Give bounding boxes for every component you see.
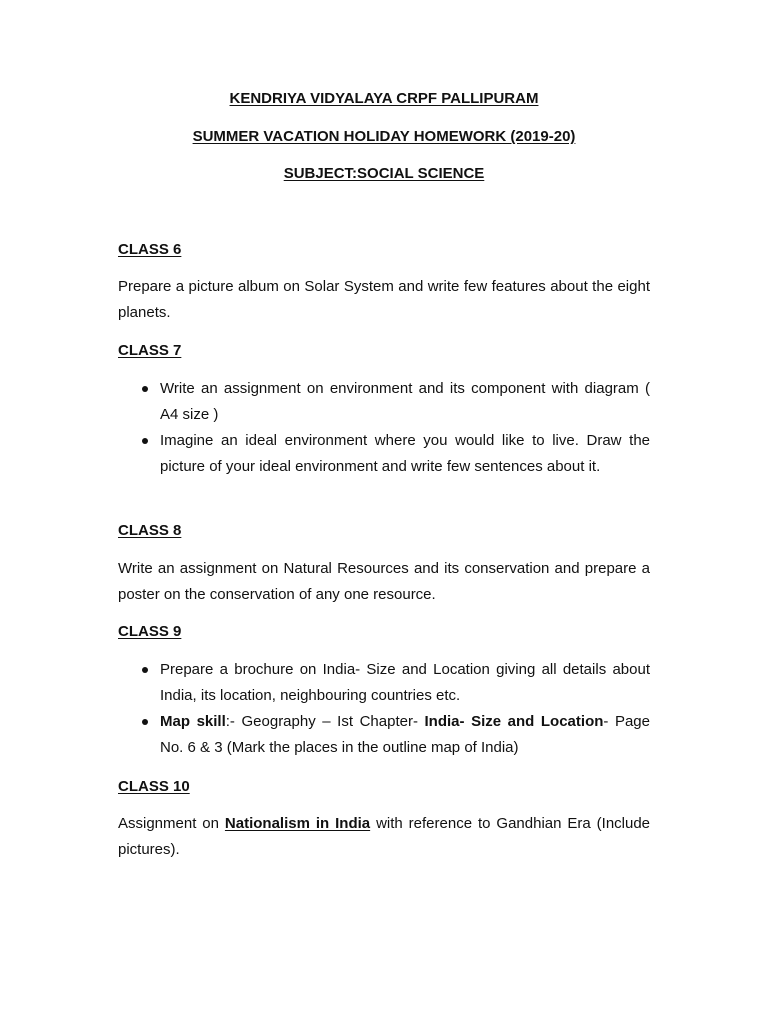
class7-list [118, 376, 650, 480]
class8-text: Write an assignment on Natural Resources and its conservation and prepare a poster on the conservation of any one resource. [118, 560, 650, 603]
class8-heading: CLASS 8 [118, 522, 182, 539]
class10-prefix: Assignment on [118, 815, 225, 832]
class7-heading: CLASS 7 [118, 342, 182, 359]
class6-text: Prepare a picture album on Solar System and write few features about the eight planets. [118, 278, 650, 321]
class9-list [118, 657, 650, 761]
map-skill-chapter: India- Size and Location [424, 713, 604, 730]
map-skill-sep: :- Geography – Ist Chapter- [225, 713, 425, 730]
bullet-icon [142, 386, 148, 392]
class9-item-1: Prepare a brochure on India- Size and Location giving all details about India, its location, neighbouring countries etc. [160, 661, 650, 704]
bullet-icon [142, 438, 148, 444]
subject-title: SUBJECT:SOCIAL SCIENCE [283, 165, 485, 182]
class10-text [118, 811, 650, 863]
class10-suffix: with reference to Gandhian Era (Include pictures). [118, 815, 651, 858]
list-item [118, 376, 650, 428]
class9-heading: CLASS 9 [118, 623, 182, 640]
class10-heading: CLASS 10 [118, 778, 190, 795]
list-item [118, 709, 650, 761]
class10-topic: Nationalism in India [224, 815, 371, 832]
bullet-icon [142, 719, 148, 725]
list-item [118, 657, 650, 709]
list-item [118, 428, 650, 480]
class6-heading: CLASS 6 [118, 241, 182, 258]
class7-item-1: Write an assignment on environment and its component with diagram ( A4 size ) [160, 380, 650, 423]
class7-item-2: Imagine an ideal environment where you would like to live. Draw the picture of your ideal environment and write few sentences about it. [160, 432, 650, 475]
map-skill-rest: - Page No. 6 & 3 (Mark the places in the outline map of India) [160, 713, 650, 756]
homework-title: SUMMER VACATION HOLIDAY HOMEWORK (2019-20) [192, 128, 576, 145]
map-skill-label: Map skill [160, 713, 226, 730]
school-title: KENDRIYA VIDYALAYA CRPF PALLIPURAM [229, 90, 539, 107]
bullet-icon [142, 667, 148, 673]
